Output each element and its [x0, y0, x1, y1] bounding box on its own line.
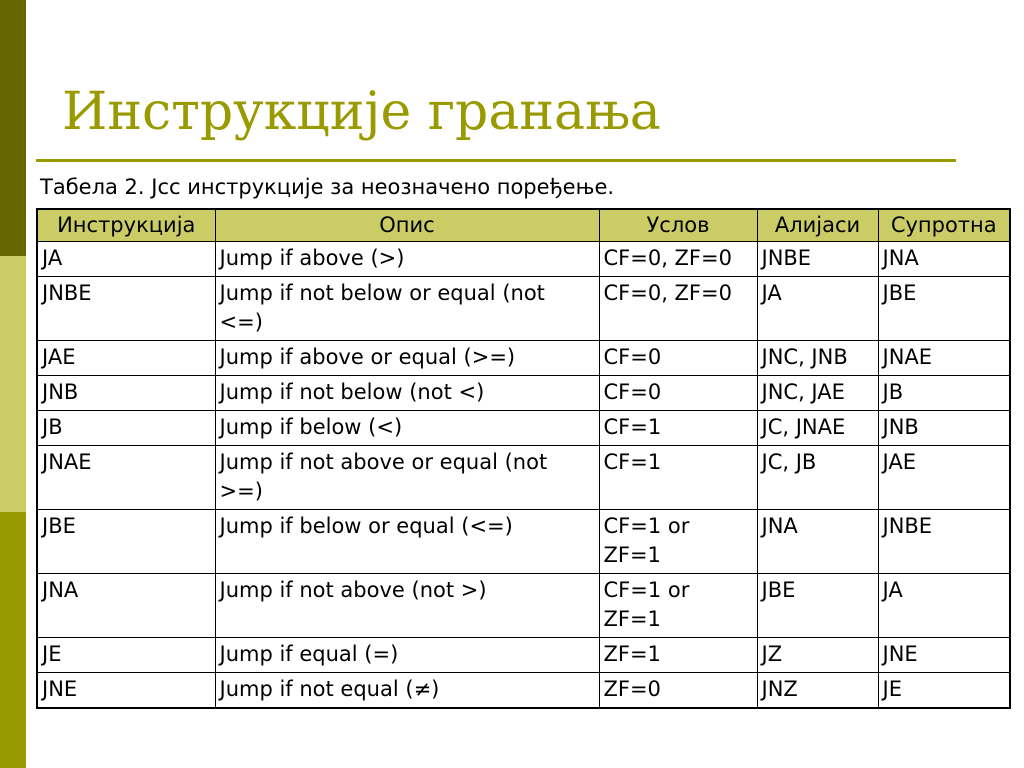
cell-opposite: JNBE	[878, 510, 1010, 574]
cell-condition: CF=0	[599, 341, 757, 376]
cell-condition: CF=1 or ZF=1	[599, 574, 757, 638]
cell-instruction: JAE	[37, 341, 215, 376]
cell-aliases: JA	[757, 277, 878, 341]
cell-description: Jump if above or equal (>=)	[215, 341, 599, 376]
cell-condition: CF=1 or ZF=1	[599, 510, 757, 574]
cell-condition: CF=1	[599, 411, 757, 446]
table-row	[37, 376, 1010, 411]
cell-opposite: JNA	[878, 242, 1010, 277]
cell-opposite: JA	[878, 574, 1010, 638]
cell-description: Jump if above (>)	[215, 242, 599, 277]
header-condition: Услов	[599, 209, 757, 242]
cell-instruction: JNA	[37, 574, 215, 638]
cell-opposite: JNAE	[878, 341, 1010, 376]
cell-instruction: JNAE	[37, 446, 215, 510]
cell-instruction: JA	[37, 242, 215, 277]
cell-condition: CF=0, ZF=0	[599, 242, 757, 277]
cell-opposite: JE	[878, 673, 1010, 709]
slide-title: Инструкције гранања	[62, 82, 661, 142]
cell-condition: CF=0, ZF=0	[599, 277, 757, 341]
cell-aliases: JBE	[757, 574, 878, 638]
cell-instruction: JNE	[37, 673, 215, 709]
table-row	[37, 446, 1010, 510]
cell-aliases: JZ	[757, 638, 878, 673]
cell-opposite: JAE	[878, 446, 1010, 510]
cell-instruction: JBE	[37, 510, 215, 574]
cell-description: Jump if not equal (≠)	[215, 673, 599, 709]
cell-condition: CF=1	[599, 446, 757, 510]
cell-description: Jump if below or equal (<=)	[215, 510, 599, 574]
cell-description: Jump if below (<)	[215, 411, 599, 446]
cell-aliases: JNBE	[757, 242, 878, 277]
table-row	[37, 638, 1010, 673]
header-description: Опис	[215, 209, 599, 242]
cell-instruction: JE	[37, 638, 215, 673]
cell-instruction: JNBE	[37, 277, 215, 341]
cell-aliases: JNC, JNB	[757, 341, 878, 376]
cell-aliases: JNA	[757, 510, 878, 574]
cell-instruction: JB	[37, 411, 215, 446]
cell-opposite: JNE	[878, 638, 1010, 673]
cell-opposite: JB	[878, 376, 1010, 411]
cell-condition: ZF=1	[599, 638, 757, 673]
cell-aliases: JNZ	[757, 673, 878, 709]
cell-description: Jump if not below (not <)	[215, 376, 599, 411]
table-header-row	[37, 209, 1010, 242]
table-caption: Табела 2. Jcc инструкције за неозначено поређење.	[40, 175, 615, 199]
table-row	[37, 574, 1010, 638]
header-instruction: Инструкција	[37, 209, 215, 242]
side-bar-middle	[0, 256, 26, 512]
table-row	[37, 411, 1010, 446]
cell-opposite: JNB	[878, 411, 1010, 446]
cell-description: Jump if not above (not >)	[215, 574, 599, 638]
cell-description: Jump if not below or equal (not <=)	[215, 277, 599, 341]
cell-aliases: JC, JB	[757, 446, 878, 510]
table-row	[37, 277, 1010, 341]
table-row	[37, 341, 1010, 376]
cell-description: Jump if not above or equal (not >=)	[215, 446, 599, 510]
jcc-table	[36, 208, 1011, 709]
cell-aliases: JNC, JAE	[757, 376, 878, 411]
table-row	[37, 510, 1010, 574]
header-opposite: Супротна	[878, 209, 1010, 242]
side-bar-bottom	[0, 512, 26, 768]
cell-condition: ZF=0	[599, 673, 757, 709]
cell-aliases: JC, JNAE	[757, 411, 878, 446]
cell-description: Jump if equal (=)	[215, 638, 599, 673]
cell-instruction: JNB	[37, 376, 215, 411]
table-row	[37, 242, 1010, 277]
header-aliases: Алијаси	[757, 209, 878, 242]
side-bar-top	[0, 0, 26, 256]
table-row	[37, 673, 1010, 709]
cell-condition: CF=0	[599, 376, 757, 411]
cell-opposite: JBE	[878, 277, 1010, 341]
title-underline	[36, 159, 956, 162]
